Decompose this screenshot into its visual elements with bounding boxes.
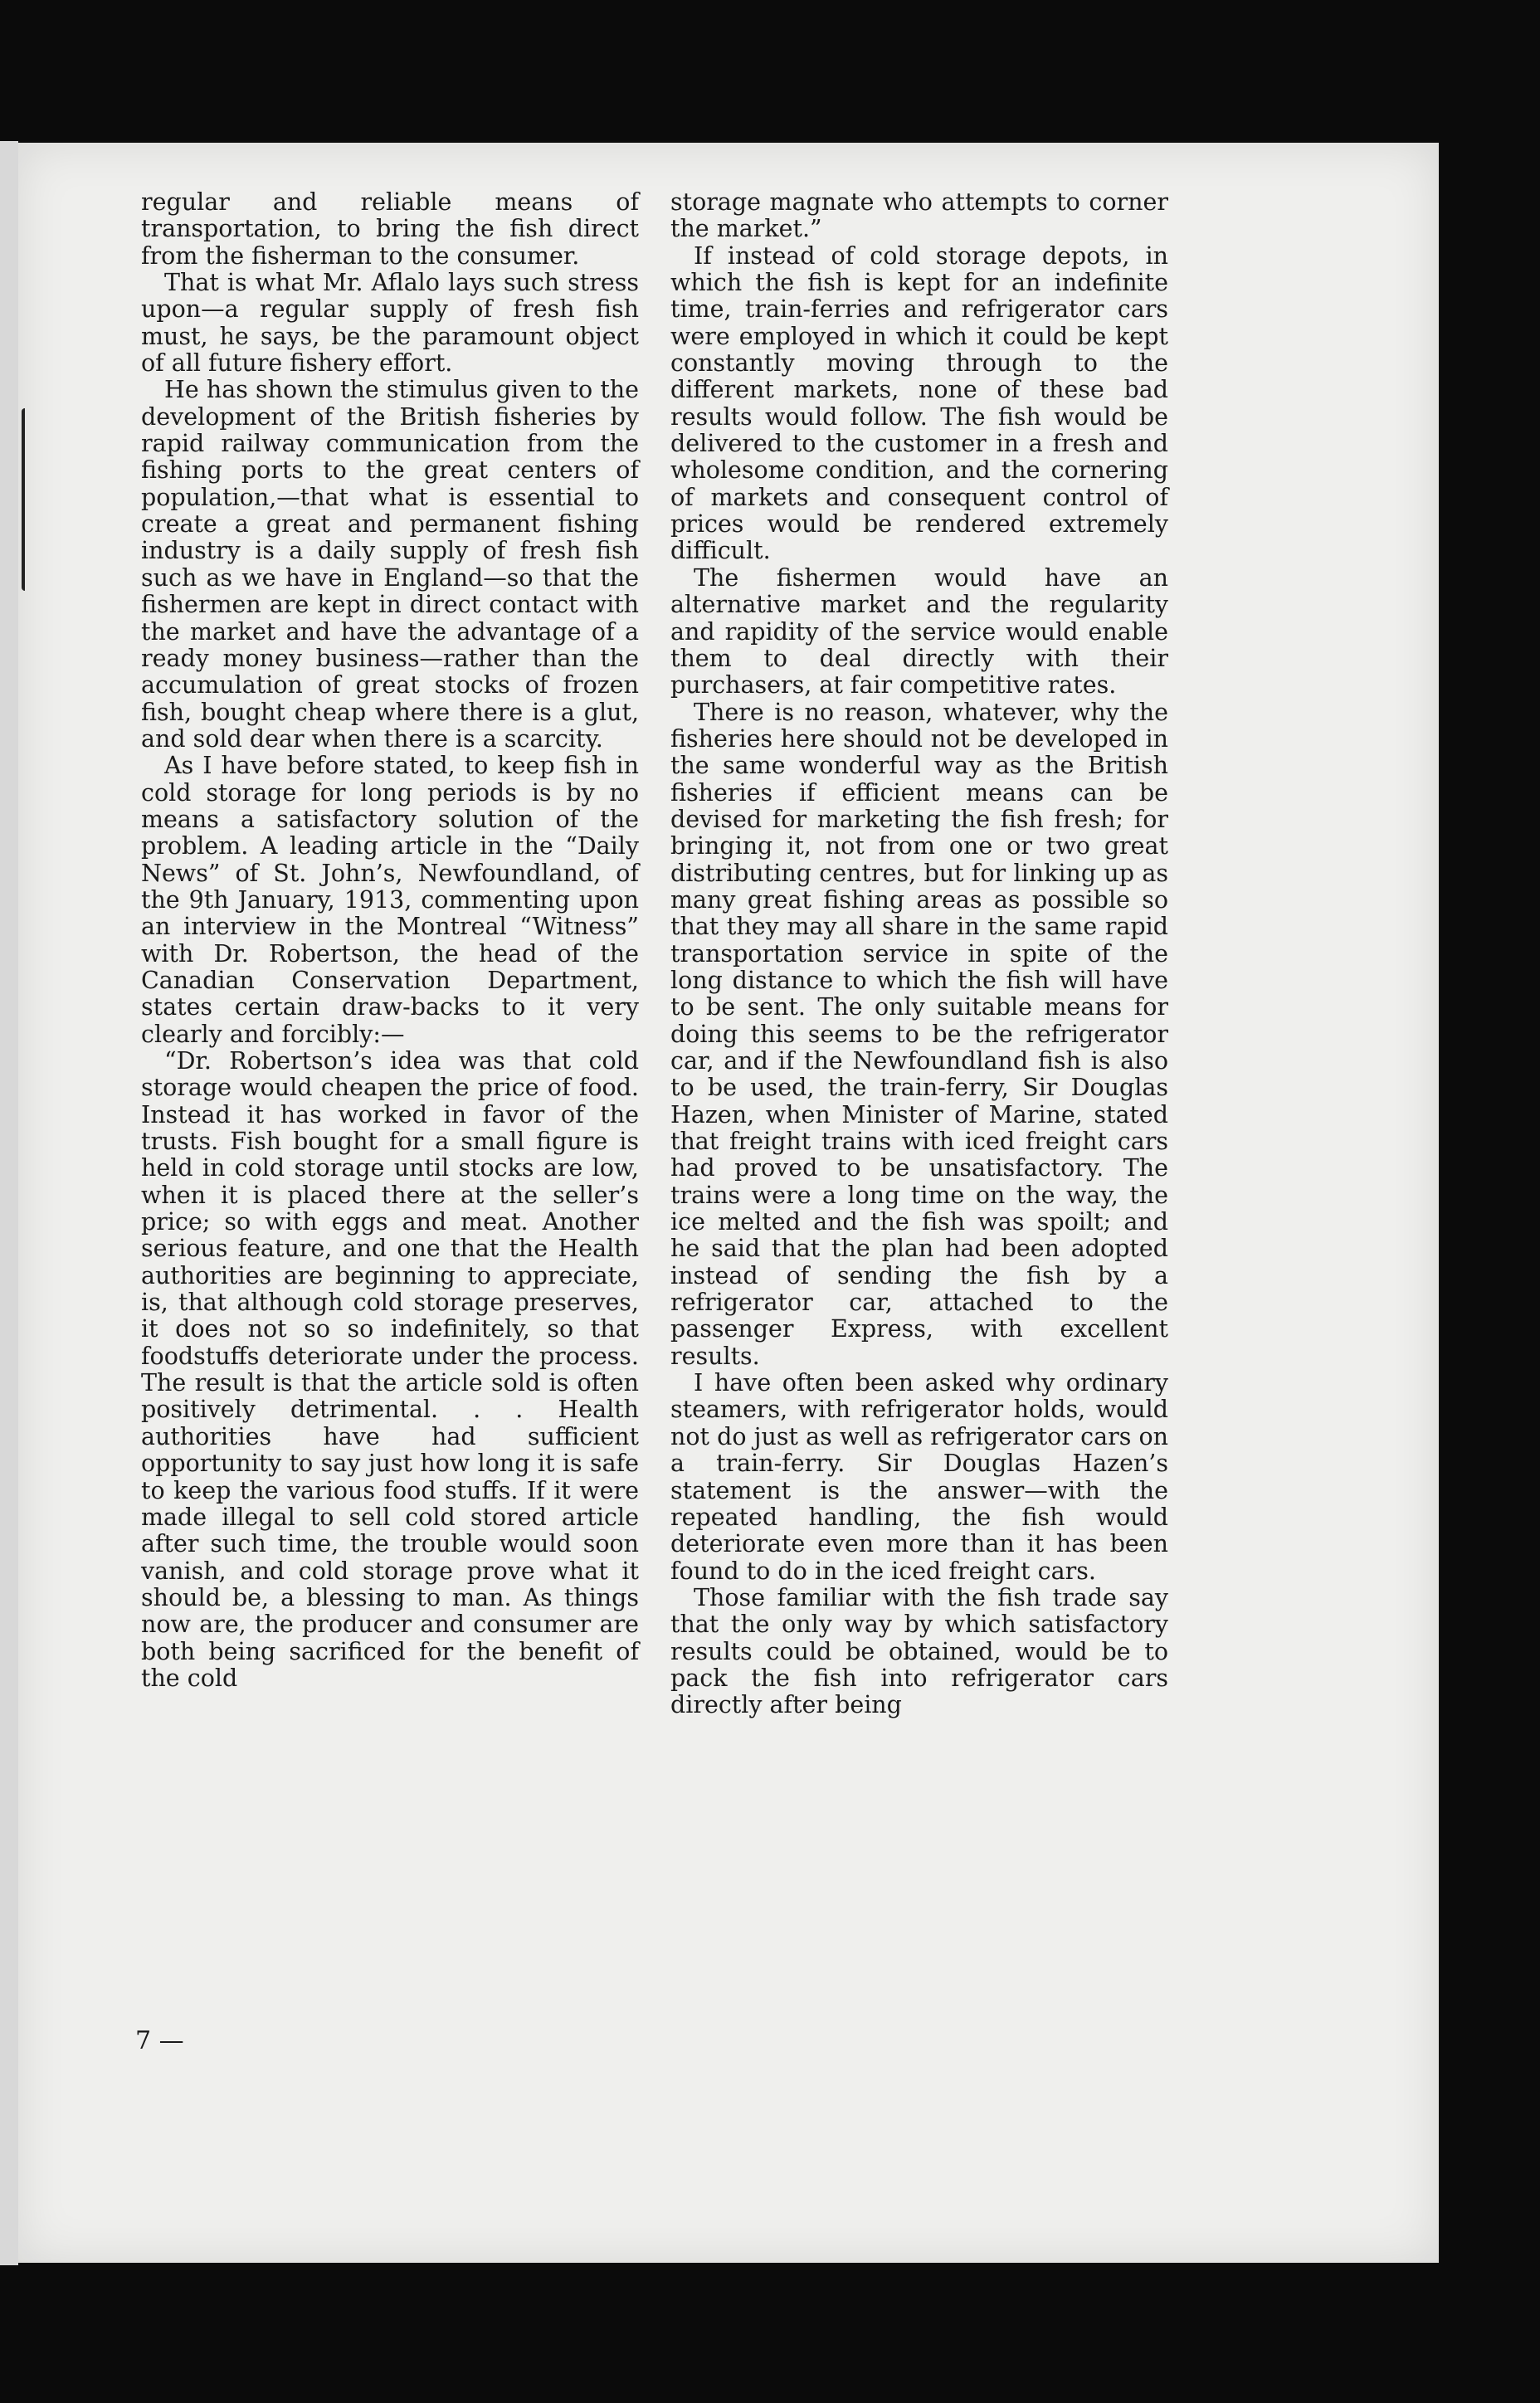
paragraph: regular and reliable means of transportation, to bring the fish direct from the fisherman to the consumer. (141, 188, 639, 270)
paragraph: The fishermen would have an alternative market and the regularity and rapidity of the service would enable them to deal directly with their purchasers, at fair competitive rates. (670, 563, 1168, 699)
paragraph: He has shown the stimulus given to the development of the British fisheries by rapid railway communication from the fishing ports to the great centers of population,—that what is essential to create a great and permanent fishing industry is a daily supply of fresh fish such as we have in England—so that the fishermen are kept in direct contact with the market and have the advantage of a ready money business—rather than the accumulation of great stocks of frozen fish, bought cheap where there is a glut, and sold dear when there is a scarcity. (141, 376, 639, 753)
paragraph: storage magnate who attempts to corner the market.” (670, 188, 1168, 243)
paragraph: There is no reason, whatever, why the fisheries here should not be developed in the same wonderful way as the British fisheries if efficient means can be devised for marketing the fish fresh; for bringing it, not from one or two great distributing centres, but for linking up as many great fishing areas as possible so that they may all share in the same rapid transportation service in spite of the long distance to which the fish will have to be sent. The only suitable means for doing this seems to be the refrigerator car, and if the Newfoundland fish is also to be used, the train-ferry, Sir Douglas Hazen, when Minister of Marine, stated that freight trains with iced freight cars had proved to be unsatisfactory. The trains were a long time on the way, the ice melted and the fish was spoilt; and he said that the plan had been adopted instead of sending the fish by a refrigerator car, attached to the passenger Express, with excellent results. (670, 698, 1168, 1370)
paragraph: If instead of cold storage depots, in which the fish is kept for an indefinite time, train-ferries and refrigerator cars were employed in which it could be kept constantly moving through to the different markets, none of these bad results would follow. The fish would be delivered to the customer in a fresh and wholesome condition, and the cornering of markets and consequent control of prices would be rendered extremely difficult. (670, 241, 1168, 565)
paragraph: That is what Mr. Aflalo lays such stress upon—a regular supply of fresh fish must, he says, be the paramount object of all future fishery effort. (141, 269, 639, 378)
right-column (670, 189, 1168, 1719)
page-number: 7 — (135, 2026, 184, 2055)
scan-edge (0, 141, 18, 2265)
binding-mark (22, 408, 33, 591)
paragraph: “Dr. Robertson’s idea was that cold storage would cheapen the price of food. Instead it has worked in favor of the trusts. Fish bought for a small figure is held in cold storage until stocks are low, when it is placed there at the seller’s price; so with eggs and meat. Another serious feature, and one that the Health authorities are beginning to appreciate, is, that although cold storage preserves, it does not so so indefinitely, so that foodstuffs deteriorate under the process. The result is that the article sold is often positively detrimental. . . Health authorities have had sufficient opportunity to say just how long it is safe to keep the various food stuffs. If it were made illegal to sell cold stored article after such time, the trouble would soon vanish, and cold storage prove what it should be, a blessing to man. As things now are, the producer and consumer are both being sacrificed for the benefit of the cold (141, 1047, 639, 1692)
left-column (141, 189, 639, 1692)
paragraph: As I have before stated, to keep fish in cold storage for long periods is by no means a satisfactory solution of the problem. A leading article in the “Daily News” of St. John’s, Newfoundland, of the 9th January, 1913, commenting upon an interview in the Montreal “Witness” with Dr. Robertson, the head of the Canadian Conservation Department, states certain draw-backs to it very clearly and forcibly:— (141, 752, 639, 1048)
paragraph: I have often been asked why ordinary steamers, with refrigerator holds, would not do just as well as refrigerator cars on a train-ferry. Sir Douglas Hazen’s statement is the answer—with the repeated handling, the fish would deteriorate even more than it has been found to do in the iced freight cars. (670, 1369, 1168, 1585)
paragraph: Those familiar with the fish trade say that the only way by which satisfactory results could be obtained, would be to pack the fish into refrigerator cars directly after being (670, 1583, 1168, 1719)
